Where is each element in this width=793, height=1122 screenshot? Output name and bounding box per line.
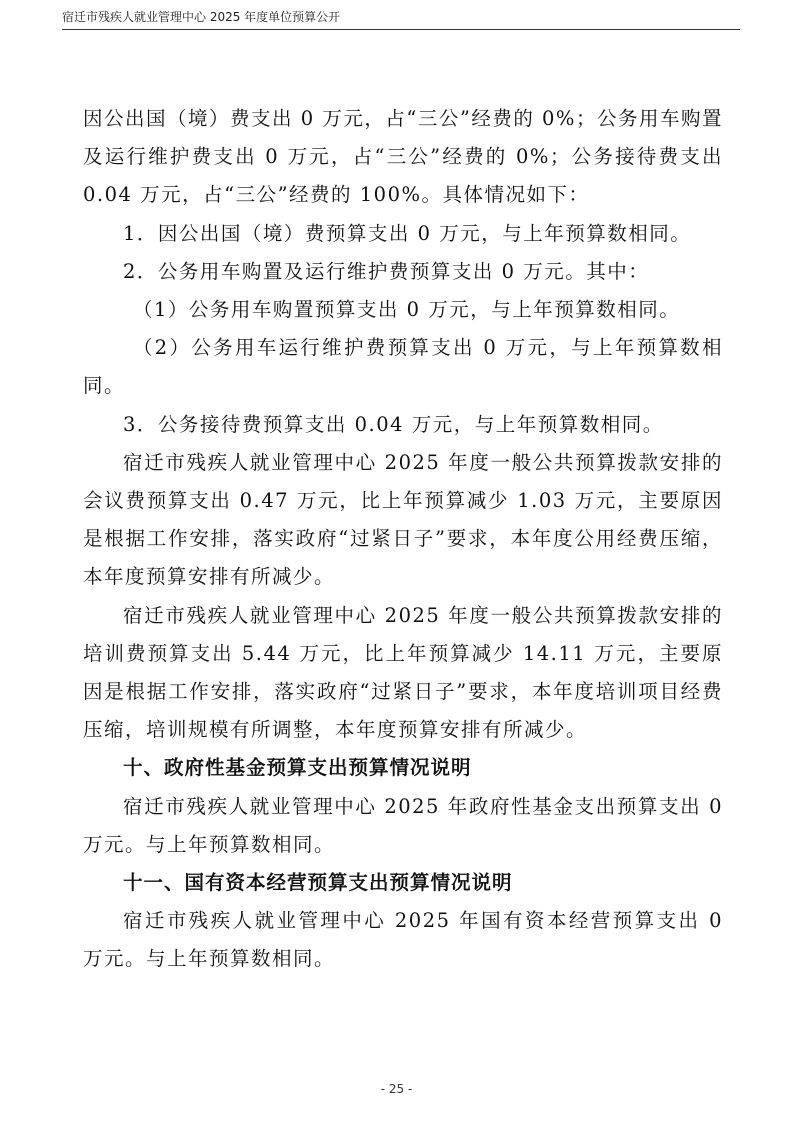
paragraph-government-fund: 宿迁市残疾人就业管理中心 2025 年政府性基金支出预算支出 0 万元。与上年预算数相同。 [83, 794, 723, 856]
header-divider [62, 29, 740, 30]
paragraph-three-public-expenses: 因公出国（境）费支出 0 万元，占“三公”经费的 0%；公务用车购置及运行维护费支出 0 万元，占“三公”经费的 0%；公务接待费支出 0.04 万元，占“三公”经费的 100%。具体情况如下： [83, 107, 723, 207]
subitem-vehicle-purchase: （1）公务用车购置预算支出 0 万元，与上年预算数相同。 [133, 298, 681, 322]
page-header: 宿迁市残疾人就业管理中心 2025 年度单位预算公开 [62, 10, 341, 24]
item-vehicle-expenses: 2．公务用车购置及运行维护费预算支出 0 万元。其中： [123, 259, 650, 283]
paragraph-state-capital: 宿迁市残疾人就业管理中心 2025 年国有资本经营预算支出 0 万元。与上年预算数相同。 [83, 909, 723, 971]
subitem-vehicle-maintenance: （2）公务用车运行维护费预算支出 0 万元，与上年预算数相同。 [83, 336, 723, 398]
section-heading-state-capital: 十一、国有资本经营预算支出预算情况说明 [123, 871, 513, 895]
paragraph-training-expenses: 宿迁市残疾人就业管理中心 2025 年度一般公共预算拨款安排的培训费预算支出 5.44 万元，比上年预算减少 14.11 万元，主要原因是根据工作安排，落实政府“过紧日子”要求，本年度培训项目经费压缩，培训规模有所调整，本年度预算安排有所减少。 [83, 603, 723, 742]
document-body [83, 100, 723, 979]
item-overseas-travel: 1．因公出国（境）费预算支出 0 万元，与上年预算数相同。 [123, 221, 692, 245]
page-number: - 25 - [380, 1082, 413, 1096]
item-reception-expenses: 3．公务接待费预算支出 0.04 万元，与上年预算数相同。 [123, 412, 664, 436]
paragraph-meeting-expenses: 宿迁市残疾人就业管理中心 2025 年度一般公共预算拨款安排的会议费预算支出 0.47 万元，比上年预算减少 1.03 万元，主要原因是根据工作安排，落实政府“过紧日子”要求，本年度公用经费压缩，本年度预算安排有所减少。 [83, 450, 723, 589]
section-heading-government-fund: 十、政府性基金预算支出预算情况说明 [123, 756, 472, 780]
